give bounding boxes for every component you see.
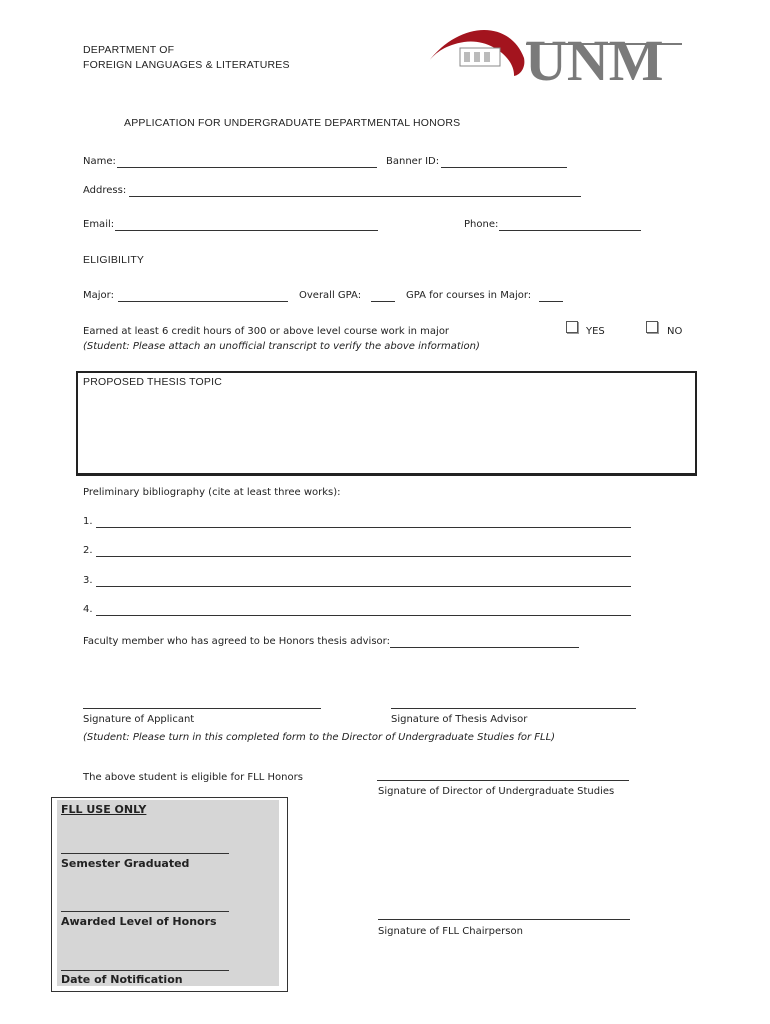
advisor-signature-line[interactable] <box>391 708 636 709</box>
notification-date-field[interactable] <box>61 970 229 971</box>
semester-label: Semester Graduated <box>61 857 190 870</box>
name-label: Name: <box>83 156 116 167</box>
transcript-note: (Student: Please attach an unofficial transcript to verify the above information) <box>83 341 480 352</box>
bib-item-2-label: 2. <box>83 545 93 556</box>
logo-text: UNM <box>525 28 664 93</box>
advisor-label: Faculty member who has agreed to be Honors thesis advisor: <box>83 636 390 647</box>
form-title: APPLICATION FOR UNDERGRADUATE DEPARTMENTAL HONORS <box>124 117 461 129</box>
department-line-1: DEPARTMENT OF <box>83 44 175 56</box>
applicant-signature-line[interactable] <box>83 708 321 709</box>
department-line-2: FOREIGN LANGUAGES & LITERATURES <box>83 59 290 71</box>
yes-label: YES <box>586 326 605 337</box>
email-field[interactable] <box>115 230 378 231</box>
yes-checkbox[interactable] <box>566 321 578 333</box>
unm-logo-graphic <box>420 20 720 100</box>
eligible-statement: The above student is eligible for FLL Honors <box>83 772 303 783</box>
major-field[interactable] <box>118 301 288 302</box>
bib-item-2-field[interactable] <box>96 556 631 557</box>
unm-logo <box>420 20 720 100</box>
director-signature-line[interactable] <box>377 780 629 781</box>
gpa-major-field[interactable] <box>539 301 563 302</box>
honors-level-label: Awarded Level of Honors <box>61 915 217 928</box>
email-label: Email: <box>83 219 115 230</box>
submit-note: (Student: Please turn in this completed form to the Director of Undergraduate Studies for FLL) <box>83 732 556 743</box>
credit-requirement: Earned at least 6 credit hours of 300 or above level course work in major <box>83 326 450 337</box>
fll-use-shading <box>57 800 279 986</box>
no-label: NO <box>667 326 683 337</box>
director-signature-label: Signature of Director of Undergraduate Studies <box>378 786 615 797</box>
bibliography-heading: Preliminary bibliography (cite at least three works): <box>83 487 341 498</box>
bib-item-3-label: 3. <box>83 575 93 586</box>
honors-level-field[interactable] <box>61 911 229 912</box>
chair-signature-line[interactable] <box>378 919 630 920</box>
overall-gpa-field[interactable] <box>371 301 395 302</box>
applicant-signature-label: Signature of Applicant <box>83 714 195 725</box>
bib-item-3-field[interactable] <box>96 586 631 587</box>
banner-id-field[interactable] <box>441 167 567 168</box>
phone-field[interactable] <box>499 230 641 231</box>
bib-item-1-field[interactable] <box>96 527 631 528</box>
address-field[interactable] <box>129 196 581 197</box>
major-label: Major: <box>83 290 114 301</box>
address-label: Address: <box>83 185 127 196</box>
no-checkbox[interactable] <box>646 321 658 333</box>
advisor-signature-label: Signature of Thesis Advisor <box>391 714 528 725</box>
bib-item-1-label: 1. <box>83 516 93 527</box>
bib-item-4-field[interactable] <box>96 615 631 616</box>
phone-label: Phone: <box>464 219 499 230</box>
semester-field[interactable] <box>61 853 229 854</box>
gpa-major-label: GPA for courses in Major: <box>406 290 532 301</box>
bib-item-4-label: 4. <box>83 604 93 615</box>
advisor-field[interactable] <box>390 647 579 648</box>
banner-id-label: Banner ID: <box>386 156 440 167</box>
chair-signature-label: Signature of FLL Chairperson <box>378 926 523 937</box>
thesis-heading: PROPOSED THESIS TOPIC <box>83 376 222 388</box>
eligibility-heading: ELIGIBILITY <box>83 254 145 266</box>
fll-use-heading: FLL USE ONLY <box>61 803 147 816</box>
overall-gpa-label: Overall GPA: <box>299 290 362 301</box>
notification-date-label: Date of Notification <box>61 973 183 986</box>
name-field[interactable] <box>117 167 377 168</box>
